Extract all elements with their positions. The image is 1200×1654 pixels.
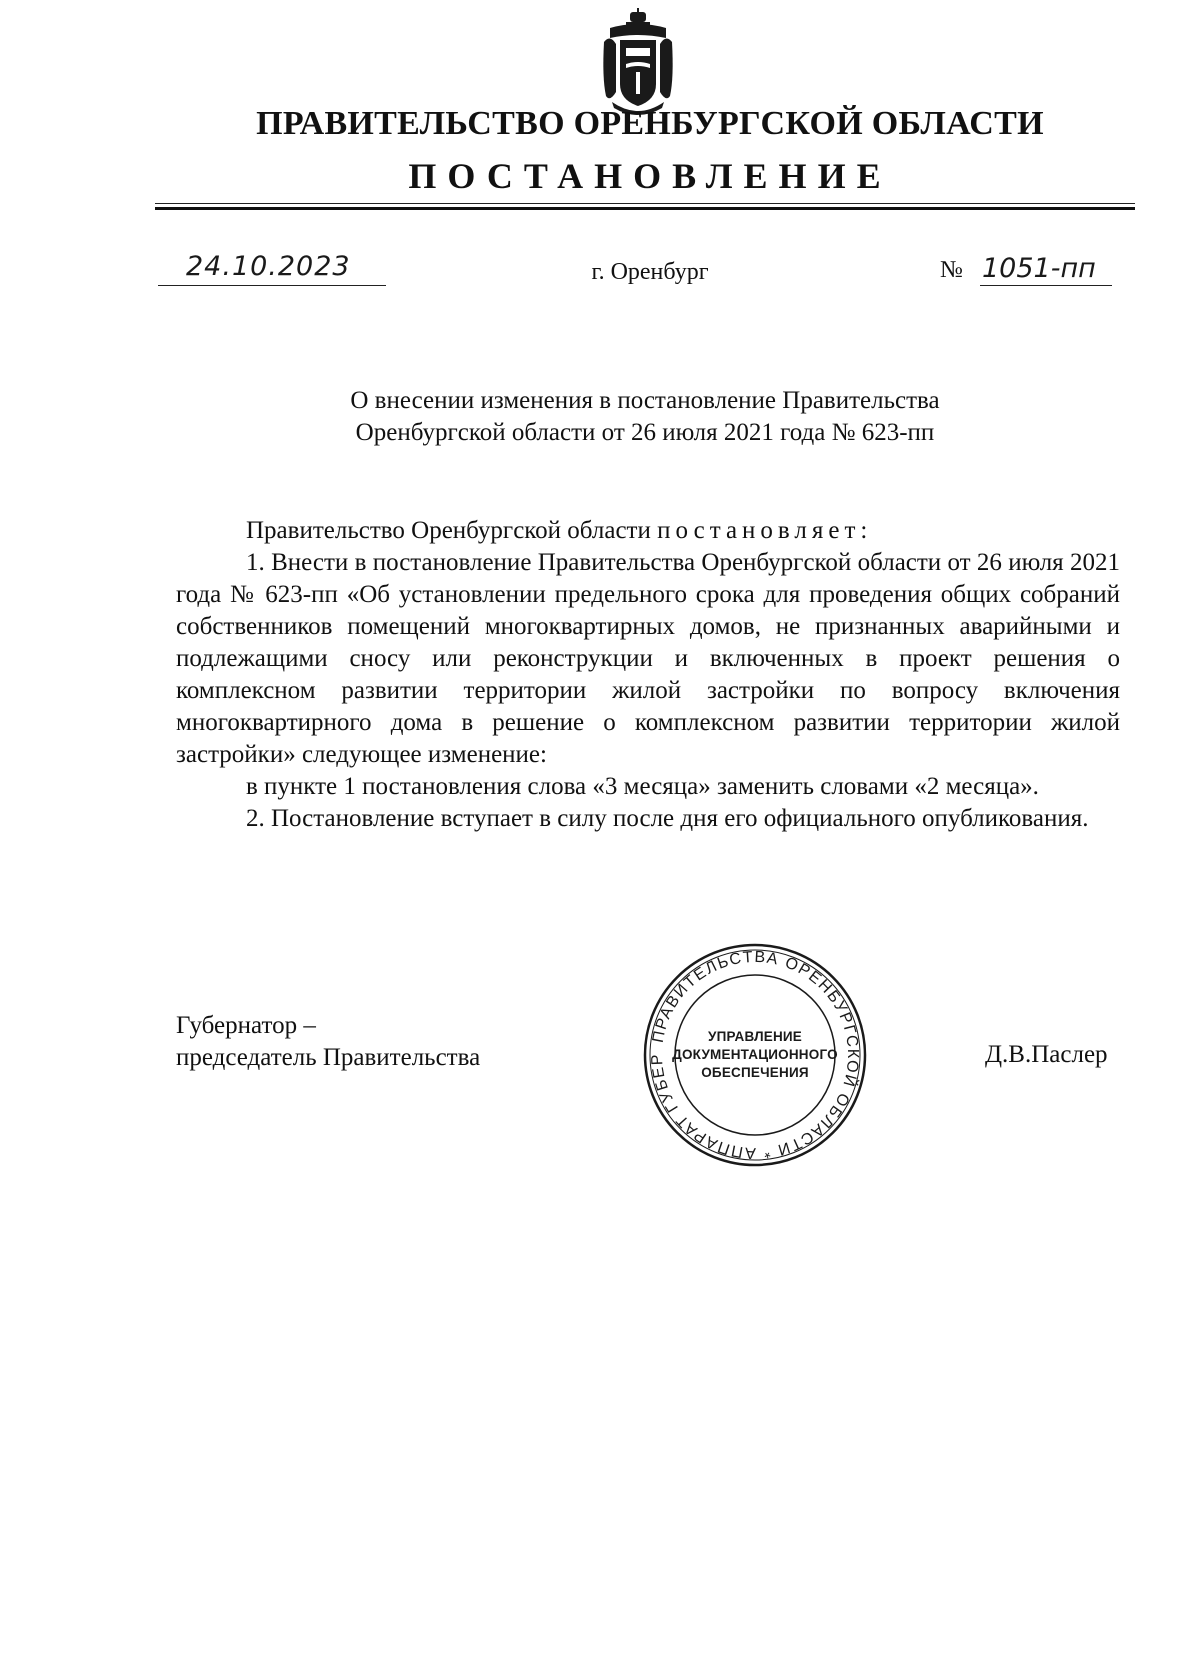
item-1-paragraph: 1. Внести в постановление Правительства Оренбургской области от 26 июля 2021 года № 623-пп «Об установлении предельного срока для проведения общих собраний собственников помещений многоквартирных домов, не признанных аварийными и подлежащими сносу или реконструкции и включенных в проект решения о комплексном развитии территории жилой застройки по вопросу включения многоквартирного дома в решение о комплексном развитии территории жилой застройки» следующее изменение: xyxy=(176,549,1120,768)
title-line-1: О внесении изменения в постановление Правительства xyxy=(350,387,940,414)
coat-of-arms-emblem xyxy=(600,8,676,118)
header-rule-thin xyxy=(155,203,1135,204)
number-symbol: № xyxy=(940,257,963,283)
signatory-position-line-1: Губернатор – xyxy=(176,1012,316,1039)
stamp-center-line-3: ОБЕСПЕЧЕНИЯ xyxy=(701,1065,809,1080)
preamble-lead: Правительство Оренбургской области xyxy=(246,517,658,544)
signatory-position-line-2: председатель Правительства xyxy=(176,1044,481,1071)
signatory-position xyxy=(176,1010,480,1074)
number-underline xyxy=(980,285,1112,286)
date-underline xyxy=(158,285,386,286)
signatory-name: Д.В.Паслер xyxy=(985,1041,1108,1068)
document-title xyxy=(250,385,1040,449)
document-type-heading: ПОСТАНОВЛЕНИЕ xyxy=(408,156,892,196)
document-date: 24.10.2023 xyxy=(186,251,351,282)
stamp-center-text xyxy=(640,1028,870,1082)
item-1-subparagraph: в пункте 1 постановления слова «3 месяца» заменить словами «2 месяца». xyxy=(246,773,1039,800)
preamble-resolves: постановляет: xyxy=(657,517,873,544)
stamp-center-line-2: ДОКУМЕНТАЦИОННОГО xyxy=(672,1047,838,1062)
document-date-field xyxy=(158,252,386,292)
organization-heading: ПРАВИТЕЛЬСТВО ОРЕНБУРГСКОЙ ОБЛАСТИ xyxy=(256,105,1044,142)
document-body xyxy=(176,515,1120,835)
document-number: 1051-пп xyxy=(982,253,1096,284)
stamp-ring-text: ПРАВИТЕЛЬСТВА ОРЕНБУРГСКОЙ ОБЛАСТИ * АППАРАТ ГУБЕР xyxy=(648,948,862,1162)
item-2-paragraph: 2. Постановление вступает в силу после дня его официального опубликования. xyxy=(246,805,1089,832)
title-line-2: Оренбургской области от 26 июля 2021 года № 623-пп xyxy=(355,419,935,446)
preamble xyxy=(176,515,1120,547)
document-number-field xyxy=(940,252,1120,292)
header-rule-thick xyxy=(155,207,1135,210)
stamp-center-line-1: УПРАВЛЕНИЕ xyxy=(707,1029,802,1044)
document-city: г. Оренбург xyxy=(591,259,709,285)
official-stamp xyxy=(640,940,870,1170)
